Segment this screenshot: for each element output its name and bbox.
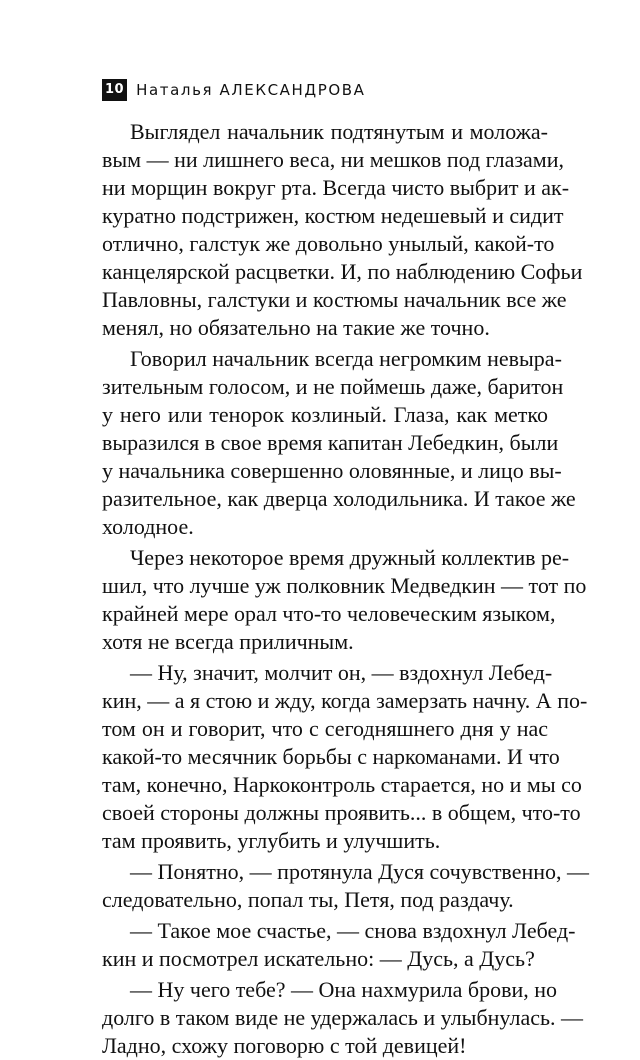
text-line: кин и посмотрел искательно: — Дусь, а Дусь?	[102, 946, 535, 971]
text-line: у него или тенорок козлиный. Глаза, как метко	[102, 402, 548, 427]
text-line: долго в таком виде не удержалась и улыбнулась. —	[102, 1005, 584, 1030]
text-line: холодное.	[102, 514, 194, 539]
text-line: канцелярской расцветки. И, по наблюдению Софьи	[102, 259, 583, 284]
text-line: вым — ни лишнего веса, ни мешков под глазами,	[102, 147, 564, 172]
text-line: Павловны, галстуки и костюмы начальник все же	[102, 287, 567, 312]
text-line: у начальника совершенно оловянные, и лицо вы-	[102, 458, 562, 483]
page-header	[102, 78, 366, 102]
text-line: разительное, как дверца холодильника. И такое же	[102, 486, 576, 511]
text-line: следовательно, попал ты, Петя, под раздачу.	[102, 887, 514, 912]
text-line: куратно подстрижен, костюм недешевый и сидит	[102, 203, 564, 228]
running-head-author: Наталья АЛЕКСАНДРОВА	[136, 81, 366, 99]
paragraph	[102, 976, 584, 1060]
text-line: — Ну, значит, молчит он, — вздохнул Лебед-	[130, 660, 553, 685]
paragraph	[102, 544, 587, 656]
body-text	[102, 118, 590, 1060]
paragraph	[102, 659, 588, 855]
text-line: кин, — а я стою и жду, когда замерзать начну. А по-	[102, 688, 588, 713]
text-line: — Понятно, — протянула Дуся сочувственно, —	[130, 859, 590, 884]
text-line: зительным голосом, и не поймешь даже, баритон	[102, 374, 564, 399]
text-line: своей стороны должны проявить... в общем, что-то	[102, 800, 581, 825]
text-line: менял, но обязательно на такие же точно.	[102, 315, 490, 340]
text-line: хотя не всегда приличным.	[102, 629, 354, 654]
text-line: — Такое мое счастье, — снова вздохнул Лебед-	[130, 918, 576, 943]
text-line: Через некоторое время дружный коллектив ре-	[130, 545, 570, 570]
text-line: ни морщин вокруг рта. Всегда чисто выбрит и ак-	[102, 175, 570, 200]
text-line: шил, что лучше уж полковник Медведкин — тот по	[102, 573, 587, 598]
text-line: крайней мере орал что-то человеческим языком,	[102, 601, 556, 626]
page-number: 10	[102, 79, 127, 101]
paragraph	[102, 345, 576, 541]
text-line: какой-то месячник борьбы с наркоманами. И что	[102, 744, 560, 769]
text-line: Говорил начальник всегда негромким невыра-	[130, 346, 562, 371]
text-line: — Ну чего тебе? — Она нахмурила брови, но	[130, 977, 558, 1002]
text-line: там проявить, углубить и улучшить.	[102, 828, 441, 853]
text-line: Ладно, схожу поговорю с той девицей!	[102, 1033, 467, 1058]
text-line: Выглядел начальник подтянутым и моложа-	[130, 119, 548, 144]
text-line: выразился в свое время капитан Лебедкин, были	[102, 430, 559, 455]
paragraph	[102, 118, 583, 342]
paragraph	[102, 858, 590, 914]
text-line: том он и говорит, что с сегодняшнего дня у нас	[102, 716, 548, 741]
text-line: там, конечно, Наркоконтроль старается, но и мы со	[102, 772, 582, 797]
paragraph	[102, 917, 576, 973]
text-line: отлично, галстук же довольно унылый, какой-то	[102, 231, 555, 256]
